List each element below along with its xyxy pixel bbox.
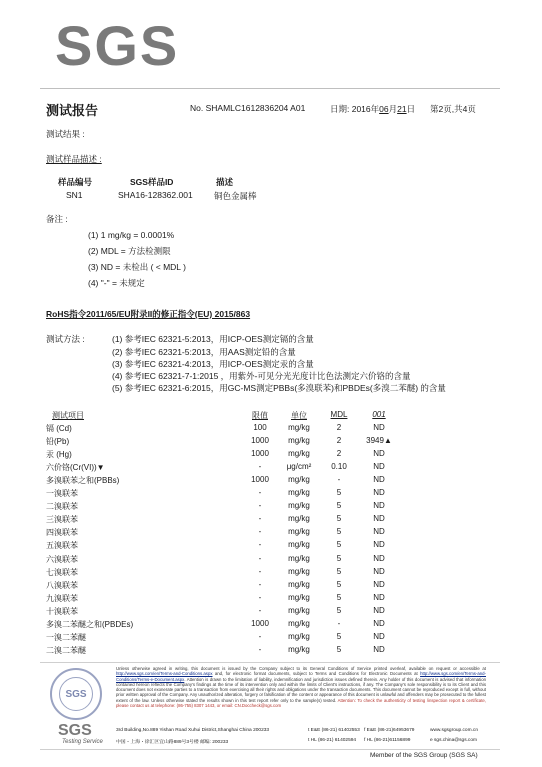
cell-unit: mg/kg [288,436,310,446]
table-row [0,423,542,436]
cell-mdl: 5 [336,579,342,589]
seal-center: SGS [59,677,93,711]
cell-limit: - [258,644,262,654]
sample-header-no: 样品编号 [58,177,93,187]
cell-item: 四溴联苯 [46,528,78,538]
cell-unit: mg/kg [288,592,310,602]
cell-result: ND [373,501,385,511]
cell-mdl: 5 [336,631,342,641]
cell-item: 二溴联苯 [46,502,78,512]
sample-desc: 铜色金属棒 [214,191,257,201]
footer-disclaimer [116,666,486,708]
cell-item: 八溴联苯 [46,580,78,590]
date-prefix: 日期: 2016年 [330,104,380,114]
method-item: (2) 参考IEC 62321-5:2013，用AAS测定铅的含量 [112,347,296,357]
cell-mdl: 5 [336,566,342,576]
notes-label: 备注 : [46,214,68,224]
cell-limit: - [258,540,262,550]
cell-limit: - [258,605,262,615]
cell-unit: mg/kg [288,475,310,485]
report-number: No. SHAMLC1612836204 A01 [190,103,306,113]
col-header-limit: 限值 [252,411,268,420]
cell-limit: - [258,631,262,641]
terms-link[interactable]: http://www.sgs.com/en/Terms-and-Conditions.aspx [116,671,213,677]
fax-cn: f HL (86-21)61156899 [364,738,411,743]
cell-item: 六溴联苯 [46,554,78,564]
cell-item: 镉 (Cd) [46,424,72,433]
results-label: 测试结果 : [46,129,85,139]
cell-unit: mg/kg [288,527,310,537]
cell-limit: - [258,553,262,563]
cell-limit: - [258,462,262,472]
table-row [0,619,542,632]
table-row [0,645,542,658]
sgs-logo: SGS [55,14,180,77]
table-row [0,514,542,527]
cell-item: 多溴二苯醚之和(PBDEs) [46,619,134,629]
results-table-header [0,410,542,423]
cell-unit: mg/kg [288,605,310,615]
cell-limit: - [258,566,262,576]
cell-mdl: 2 [336,423,342,432]
cell-mdl: - [337,618,341,628]
rohs-title: RoHS指令2011/65/EU附录II的修正指令(EU) 2015/863 [46,309,251,319]
sgs-seal-icon [50,668,102,720]
method-item: (1) 参考IEC 62321-5:2013，用ICP-OES测定镉的含量 [112,334,314,344]
cell-item: 一溴联苯 [46,489,78,499]
table-row [0,475,542,488]
disclaimer-text: and, for electronic format documents, subject to Terms and Conditions for Electronic Documents at [214,671,418,677]
cell-unit: mg/kg [288,501,310,511]
cell-mdl: - [337,475,341,485]
cell-mdl: 5 [336,501,342,511]
address-cn: 中国・上海・徐汇区宜山路889号3号楼 邮编: 200233 [116,740,229,745]
member-notice: Member of the SGS Group (SGS SA) [370,752,478,759]
sample-no: SN1 [66,190,83,200]
cell-result: ND [373,475,385,485]
footer-logo: SGS [58,722,92,739]
date-mid: 月 [388,104,398,114]
cell-result: ND [373,423,385,432]
cell-mdl: 5 [336,488,342,498]
cell-unit: mg/kg [288,449,310,459]
cell-result: ND [373,553,385,563]
methods-label: 测试方法 : [46,334,85,344]
cell-unit: mg/kg [288,540,310,550]
note-item: (1) 1 mg/kg = 0.0001% [88,230,175,240]
cell-limit: - [258,592,262,602]
table-row [0,501,542,514]
sample-desc-label: 测试样品描述 : [46,154,102,164]
note-item: (4) "-" = 未规定 [88,278,145,288]
cell-limit: - [258,501,262,511]
cell-result: ND [373,449,385,459]
table-row [0,593,542,606]
table-row [0,488,542,501]
col-header-sample: 001 [372,410,386,419]
date-month: 06 [379,104,389,114]
note-item: (3) ND = 未检出 ( < MDL ) [88,262,186,272]
cell-result: ND [373,566,385,576]
cell-mdl: 5 [336,514,342,524]
cell-item: 一溴二苯醚 [46,632,86,642]
cell-item: 六价铬(Cr(VI))▼ [46,463,105,473]
cell-mdl: 5 [336,527,342,537]
report-date [330,103,415,115]
header-divider [40,88,500,89]
tel-en: t E&E (86-21) 61402553 [308,728,360,733]
cell-unit: mg/kg [288,579,310,589]
email-link[interactable]: e sgs.china@sgs.com [430,738,477,743]
cell-unit: mg/kg [288,514,310,524]
cell-unit: mg/kg [288,618,310,628]
table-row [0,462,542,475]
bottom-divider [40,749,500,750]
table-row [0,449,542,462]
cell-mdl: 0.10 [331,462,347,472]
cell-unit: mg/kg [288,631,310,641]
fax-en: f E&E (86-21)64953679 [364,728,415,733]
method-item: (3) 参考IEC 62321-4:2013，用ICP-OES测定汞的含量 [112,359,314,369]
table-row [0,527,542,540]
footer-divider [40,662,500,663]
cell-item: 多溴联苯之和(PBBs) [46,476,120,486]
e-document-terms-link[interactable]: http://www.sgs.com/en/Terms-and-Conditions/Terms-e-Document.aspx [116,671,486,682]
cell-item: 铅(Pb) [46,437,70,447]
table-row [0,580,542,593]
cell-item: 十溴联苯 [46,606,78,616]
cell-mdl: 5 [336,592,342,602]
cell-item: 二溴二苯醚 [46,645,86,655]
note-item: (2) MDL = 方法检测限 [88,246,171,256]
cell-mdl: 2 [336,449,342,459]
cell-mdl: 5 [336,553,342,563]
cell-limit: 1000 [251,618,269,628]
cell-result: ND [373,540,385,550]
cell-result: ND [373,631,385,641]
col-header-mdl: MDL [330,410,348,419]
cell-result: ND [373,514,385,524]
cell-limit: - [258,579,262,589]
testing-service: Testing Service [62,739,103,745]
cell-result: ND [373,488,385,498]
cell-limit: - [258,488,262,498]
cell-unit: mg/kg [288,644,310,654]
date-day: 21 [397,104,407,114]
cell-result: ND [373,605,385,615]
cell-limit: - [258,514,262,524]
sample-id: SHA16-128362.001 [118,190,193,200]
cell-result: ND [373,527,385,537]
table-row [0,540,542,553]
table-row [0,632,542,645]
cell-limit: 1000 [251,449,269,459]
cell-unit: mg/kg [288,423,310,432]
cell-item: 五溴联苯 [46,541,78,551]
cell-result: ND [373,579,385,589]
authenticity-notice: Attention: To check the authenticity of testing /inspection report & certificate, please contact us at telephone: (86-755) 8307 1443, or email: CN.Doccheck@sgs.com [116,697,486,709]
cell-mdl: 5 [336,605,342,615]
cell-result: ND [373,618,385,628]
table-row [0,567,542,580]
address-en: 3rd Building,No.889 Yishan Road Xuhui District,Shanghai China 200233 [116,728,270,733]
cell-item: 九溴联苯 [46,593,78,603]
cell-unit: mg/kg [288,566,310,576]
page-number: 第2页,共4页 [430,104,476,114]
method-item: (4) 参考IEC 62321-7-1:2015 ，用紫外-可见分光光度计比色法测定六价铬的含量 [112,371,411,381]
cell-item: 汞 (Hg) [46,450,72,460]
cell-result: ND [373,644,385,654]
cell-mdl: 5 [336,644,342,654]
table-row [0,436,542,449]
cell-mdl: 2 [336,436,342,446]
tel-cn: t HL (86-21) 61402594 [308,738,357,743]
cell-limit: 1000 [251,475,269,485]
sample-header-id: SGS样品ID [130,177,174,187]
page-title: 测试报告 [46,103,99,118]
cell-unit: mg/kg [288,553,310,563]
table-row [0,606,542,619]
cell-result: ND [373,592,385,602]
disclaimer-text: . Attention is drawn to the limitation of liability, indemnification and jurisdiction issues defined therein. Any holder of this document is advised that information contained hereon reflects the Company's findings at the time of its intervention only and within the limits of Client's instructions, if any. The Company's sole responsibility is to its Client and this document does not exonerate parties to a transaction from exercising all their rights and obligations under the transaction documents. This document cannot be reproduced except in full, without prior written approval of the Company. Any unauthorized alteration, forgery or falsification of the content or appearance of this document is unlawful and offenders may be prosecuted to the fullest extent of the law. Unless otherwise stated the results shown in this test report refer only to the sample(s) tested. [116,676,486,703]
cell-result: 3949▲ [366,436,392,446]
cell-unit: mg/kg [288,488,310,498]
sample-header-desc: 描述 [216,177,234,187]
cell-limit: 1000 [251,436,269,446]
disclaimer-text: Unless otherwise agreed in writing, this document is issued by the Company subject to its General Conditions of Service printed overleaf, available on request or accessible at [116,666,486,671]
website-link[interactable]: www.sgsgroup.com.cn [430,728,478,733]
cell-result: ND [373,462,385,472]
cell-limit: - [258,527,262,537]
cell-mdl: 5 [336,540,342,550]
cell-item: 七溴联苯 [46,567,78,577]
cell-unit: μg/cm² [286,462,312,472]
table-row [0,554,542,567]
col-header-unit: 单位 [291,411,307,420]
cell-item: 三溴联苯 [46,515,78,525]
date-suffix: 日 [406,104,416,114]
cell-limit: 100 [253,423,267,432]
method-item: (5) 参考IEC 62321-6:2015，用GC-MS测定PBBs(多溴联苯)和PBDEs(多溴二苯醚) 的含量 [112,383,446,393]
col-header-item: 测试项目 [52,411,84,420]
